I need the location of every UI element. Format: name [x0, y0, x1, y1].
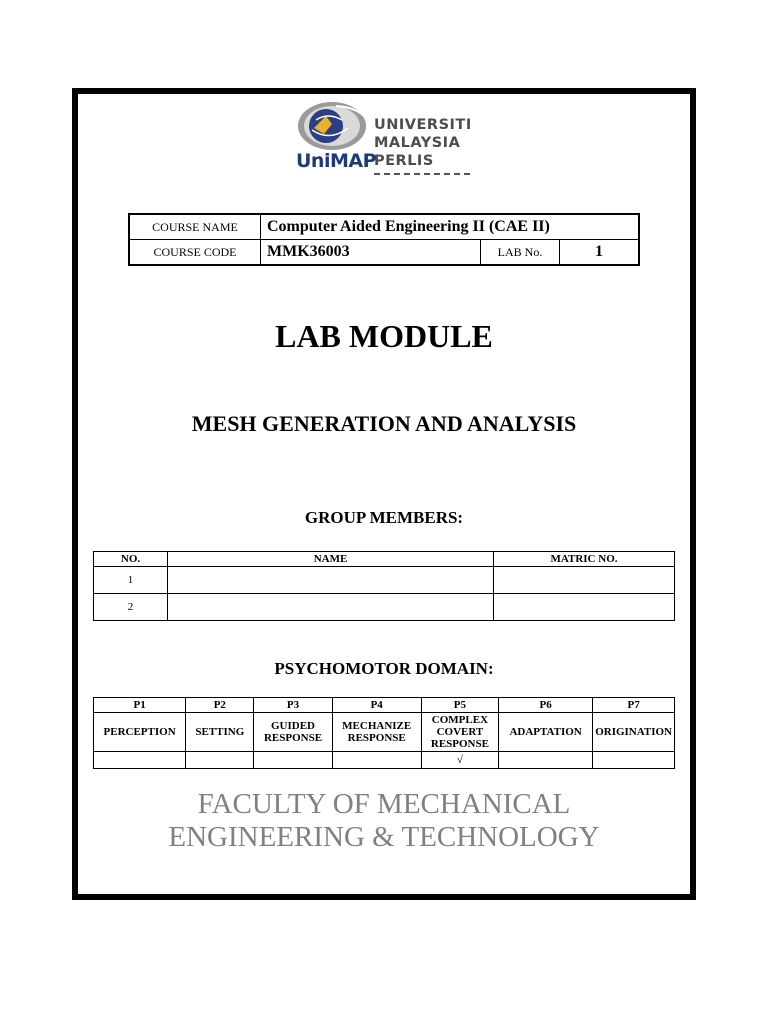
level-name-line: RESPONSE [430, 738, 489, 750]
level-name-line: COVERT [436, 726, 484, 738]
level-code: P1 [94, 698, 186, 713]
column-header-matric: MATRIC NO. [494, 552, 675, 567]
level-name-line: COMPLEX [431, 714, 489, 726]
level-code: P6 [499, 698, 593, 713]
university-name-line: PERLIS [374, 153, 434, 169]
level-mark-cell [332, 752, 421, 769]
module-subtitle: MESH GENERATION AND ANALYSIS [191, 411, 577, 436]
globe-emblem-icon [296, 98, 376, 154]
level-code: P3 [254, 698, 332, 713]
psychomotor-mark-row [94, 752, 675, 769]
member-name-field[interactable] [168, 594, 494, 621]
level-code: P5 [421, 698, 498, 713]
psychomotor-name-row [94, 713, 675, 752]
university-logo [296, 98, 472, 178]
level-name [254, 713, 332, 752]
faculty-name [0, 788, 768, 854]
course-code-value: MMK36003 [261, 240, 481, 266]
checkmark-icon: √ [421, 752, 498, 769]
level-name [332, 713, 421, 752]
level-name-line: ADAPTATION [509, 726, 582, 738]
member-number: 2 [94, 594, 168, 621]
level-name [421, 713, 498, 752]
university-name-line: MALAYSIA [374, 135, 461, 151]
level-code: P2 [186, 698, 254, 713]
university-name [374, 116, 472, 170]
member-matric-field[interactable] [494, 594, 675, 621]
level-name-line: RESPONSE [263, 732, 323, 744]
lab-number-label: LAB No. [481, 240, 560, 266]
lab-number-value: 1 [560, 240, 640, 266]
group-members-heading: GROUP MEMBERS: [304, 508, 464, 527]
column-header-no: NO. [94, 552, 168, 567]
level-name-line: RESPONSE [347, 732, 406, 744]
faculty-name-line: FACULTY OF MECHANICAL [197, 788, 571, 820]
table-row [94, 567, 675, 594]
course-name-row [129, 214, 639, 240]
logo-underline [374, 173, 470, 177]
level-name-line: SETTING [195, 726, 245, 738]
level-mark-cell [254, 752, 332, 769]
psychomotor-code-row [94, 698, 675, 713]
university-name-line: UNIVERSITI [374, 117, 472, 133]
module-title: LAB MODULE [275, 318, 493, 354]
unimap-wordmark: UniMAP [296, 150, 377, 172]
page-border [72, 88, 696, 900]
level-code: P7 [593, 698, 675, 713]
course-code-label: COURSE CODE [129, 240, 261, 266]
level-name-line: MECHANIZE [342, 720, 412, 732]
table-header-row [94, 552, 675, 567]
level-name-line: ORIGINATION [595, 726, 672, 738]
level-name-line: PERCEPTION [103, 726, 176, 738]
level-code: P4 [332, 698, 421, 713]
level-mark-cell [593, 752, 675, 769]
table-row [94, 594, 675, 621]
level-name-line: GUIDED [271, 720, 316, 732]
psychomotor-table [93, 697, 675, 769]
course-name-value: Computer Aided Engineering II (CAE II) [261, 214, 640, 240]
level-name [94, 713, 186, 752]
column-header-name: NAME [168, 552, 494, 567]
level-name [186, 713, 254, 752]
level-mark-cell [499, 752, 593, 769]
psychomotor-heading: PSYCHOMOTOR DOMAIN: [274, 659, 494, 678]
level-mark-cell [186, 752, 254, 769]
course-info-table [128, 213, 640, 266]
member-name-field[interactable] [168, 567, 494, 594]
course-name-label: COURSE NAME [129, 214, 261, 240]
course-code-row [129, 240, 639, 266]
group-members-table [93, 551, 675, 621]
level-name [593, 713, 675, 752]
level-name [499, 713, 593, 752]
member-matric-field[interactable] [494, 567, 675, 594]
level-mark-cell [94, 752, 186, 769]
member-number: 1 [94, 567, 168, 594]
faculty-name-line: ENGINEERING & TECHNOLOGY [168, 821, 600, 853]
